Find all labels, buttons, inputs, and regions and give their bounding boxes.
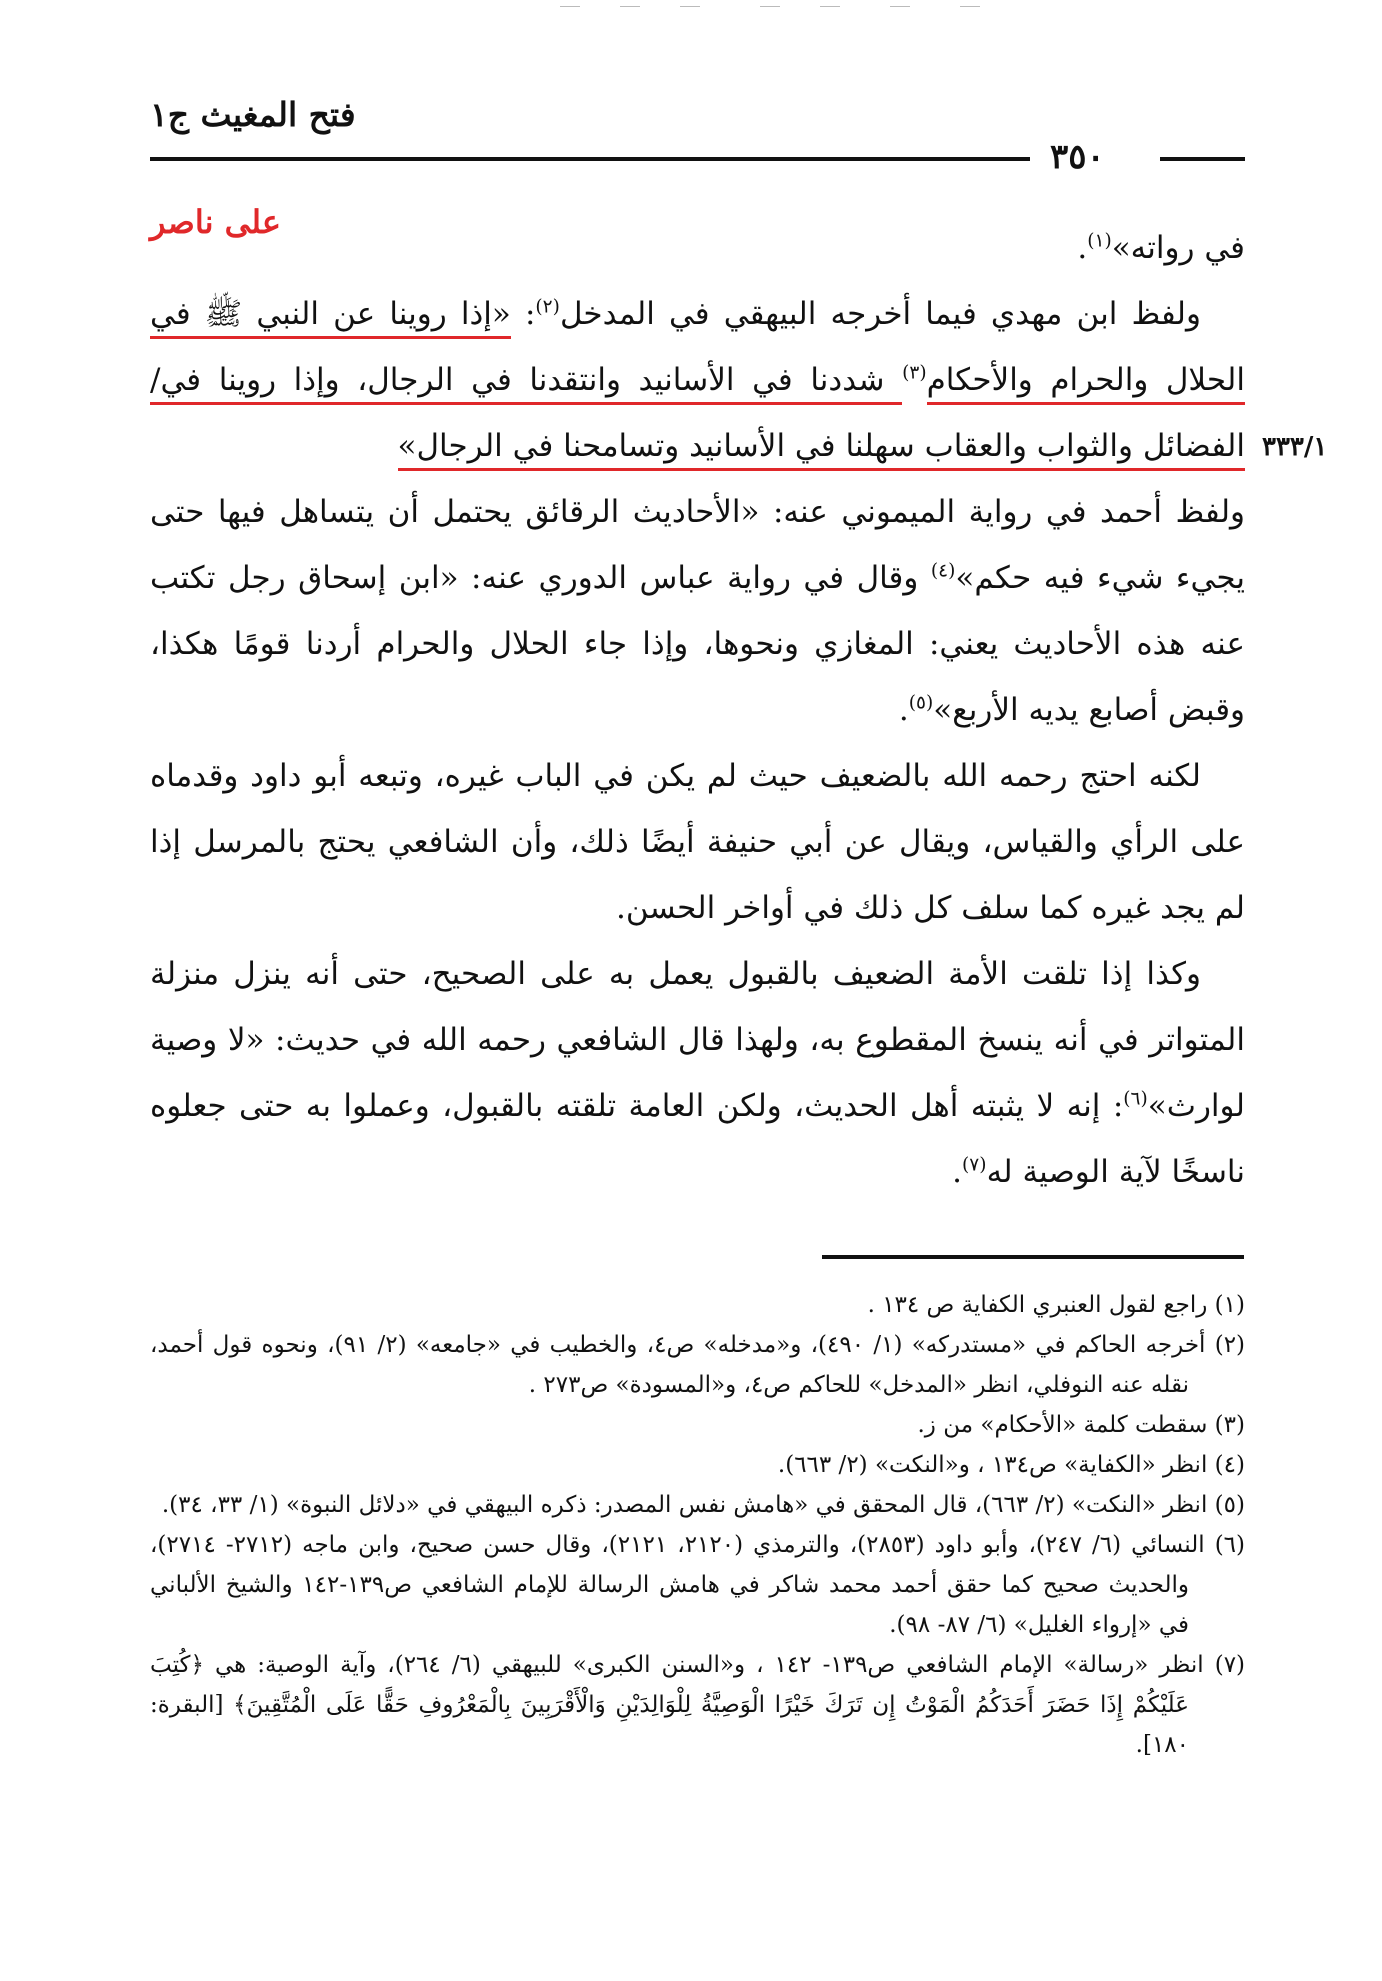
p3-part2: وقال في رواية عباس الدوري عنه: «ابن إسحاق رجل تكتب عنه هذه الأحاديث يعني: المغازي ونحوها، وإذا جاء الحلال والحرام أردنا قومًا هكذا، وقبض أصابع يديه الأربع» [150,560,1245,728]
highlighted-quote-2: شددنا في الأسانيد وانتقدنا في الرجال، وإذا روينا في/ الفضائل والثواب والعقاب سهلنا في الأسانيد وتسامحنا في الرجال» [150,362,1245,471]
margin-reference: ٣٣٣/١ [1262,432,1328,462]
paragraph-2 [150,281,1245,479]
footnote-ref-6: (٦) [1123,1088,1148,1110]
footnote-text: النسائي (٦/ ٢٤٧)، وأبو داود (٢٨٥٣)، والترمذي (٢١٢٠، ٢١٢١)، وقال حسن صحيح، وابن ماجه (٢٧١٢- ٢٧١٤)، والحديث صحيح كما حقق أحمد محمد شاكر في هامش الرسالة للإمام الشافعي ص١٣٩-١٤٢ والشيخ الألباني في «إرواء الغليل» (٦/ ٨٧- ٩٨). [150,1532,1205,1638]
footnote-number: (١) [1214,1292,1245,1318]
footnote-1 [150,1285,1245,1325]
p1-text: في رواته» [1111,230,1245,266]
footnote-5 [150,1485,1245,1525]
footnote-6 [150,1525,1245,1645]
p2-part2: : [510,296,536,332]
footnote-ref-5: (٥) [908,692,934,714]
footnote-text: انظر «رسالة» الإمام الشافعي ص١٣٩- ١٤٢ ، و«السنن الكبرى» للبيهقي (٦/ ٢٦٤)، وآية الوصية: هي ﴿كُتِبَ عَلَيْكُمْ إِذَا حَضَرَ أَحَدَكُمُ الْمَوْتُ إِن تَرَكَ خَيْرًا الْوَصِيَّةُ لِلْوَالِدَيْنِ وَالْأَقْرَبِينَ بِالْمَعْرُوفِ حَقًّا عَلَى الْمُتَّقِينَ﴾ [البقرة: ١٨٠]. [150,1652,1204,1758]
footnote-number: (٤) [1214,1452,1245,1478]
footnote-ref-3: (٣) [902,362,927,384]
footnotes [150,1285,1245,1765]
footnote-number: (٢) [1214,1332,1246,1358]
paragraph-1 [150,215,1245,281]
paragraph-3 [150,479,1245,743]
footnote-number: (٣) [1214,1412,1245,1438]
footnote-ref-1: (١) [1087,230,1112,252]
footnote-text: انظر «الكفاية» ص١٣٤ ، و«النكت» (٢/ ٦٦٣). [777,1452,1208,1478]
main-text [150,215,1245,1205]
p3-end: . [898,692,909,728]
footnote-number: (٥) [1214,1492,1245,1518]
footnote-ref-4: (٤) [930,560,956,582]
footnote-text: سقطت كلمة «الأحكام» من ز. [917,1412,1208,1438]
p5-end: . [952,1154,963,1190]
page-number-rule [1160,157,1245,161]
p1-end: . [1077,230,1088,266]
p5-part1: وكذا إذا تلقت الأمة الضعيف بالقبول يعمل به على الصحيح، حتى أنه ينزل منزلة المتواتر في أنه ينسخ المقطوع به، ولهذا قال الشافعي رحمه الله في حديث: «لا وصية لوارث» [150,956,1245,1124]
footnote-2 [150,1325,1245,1405]
footnote-text: انظر «النكت» (٢/ ٦٦٣)، قال المحقق في «هامش نفس المصدر: ذكره البيهقي في «دلائل النبوة» (١/ ٣٣، ٣٤). [161,1492,1208,1518]
scan-dash-marks [560,6,1060,8]
footnote-text: راجع لقول العنبري الكفاية ص ١٣٤ . [867,1292,1208,1318]
footnote-3 [150,1405,1245,1445]
paragraph-4: لكنه احتج رحمه الله بالضعيف حيث لم يكن في الباب غيره، وتبعه أبو داود وقدماه على الرأي والقياس، ويقال عن أبي حنيفة أيضًا ذلك، وأن الشافعي يحتج بالمرسل إذا لم يجد غيره كما سلف كل ذلك في أواخر الحسن. [150,758,1245,926]
paragraph-5 [150,941,1245,1205]
p5-part2: : إنه لا يثبته أهل الحديث، ولكن العامة تلقته بالقبول، وعملوا به حتى جعلوه ناسخًا لآية الوصية له [150,1088,1245,1190]
footnote-separator [822,1255,1244,1259]
header-rule [150,157,1030,161]
footnote-text: أخرجه الحاكم في «مستدركه» (١/ ٤٩٠)، و«مدخله» ص٤، والخطيب في «جامعه» (٢/ ٩١)، ونحوه قول أحمد، نقله عنه النوفلي، انظر «المدخل» للحاكم ص٤، و«المسودة» ص٢٧٣ . [150,1332,1206,1398]
highlighted-quote-1: «إذا روينا عن النبي ﷺ في الحلال والحرام والأحكام [150,296,1245,405]
p3-part1: ولفظ أحمد في رواية الميموني عنه: «الأحاديث الرقائق يحتمل أن يتساهل فيها حتى يجيء شيء فيه حكم» [150,494,1245,596]
book-title: فتح المغيث ج١ [150,95,356,134]
page-header [150,95,1245,177]
footnote-4 [150,1445,1245,1485]
footnote-ref-7: (٧) [962,1154,987,1176]
footnote-7 [150,1645,1245,1765]
footnote-ref-2: (٢) [535,296,560,318]
annotator-name: على ناصر [150,203,281,241]
page-number: ٣٥٠ [1050,137,1105,177]
footnote-number: (٧) [1214,1652,1246,1678]
footnote-number: (٦) [1214,1532,1246,1558]
p2-part1: ولفظ ابن مهدي فيما أخرجه البيهقي في المدخل [559,296,1201,332]
